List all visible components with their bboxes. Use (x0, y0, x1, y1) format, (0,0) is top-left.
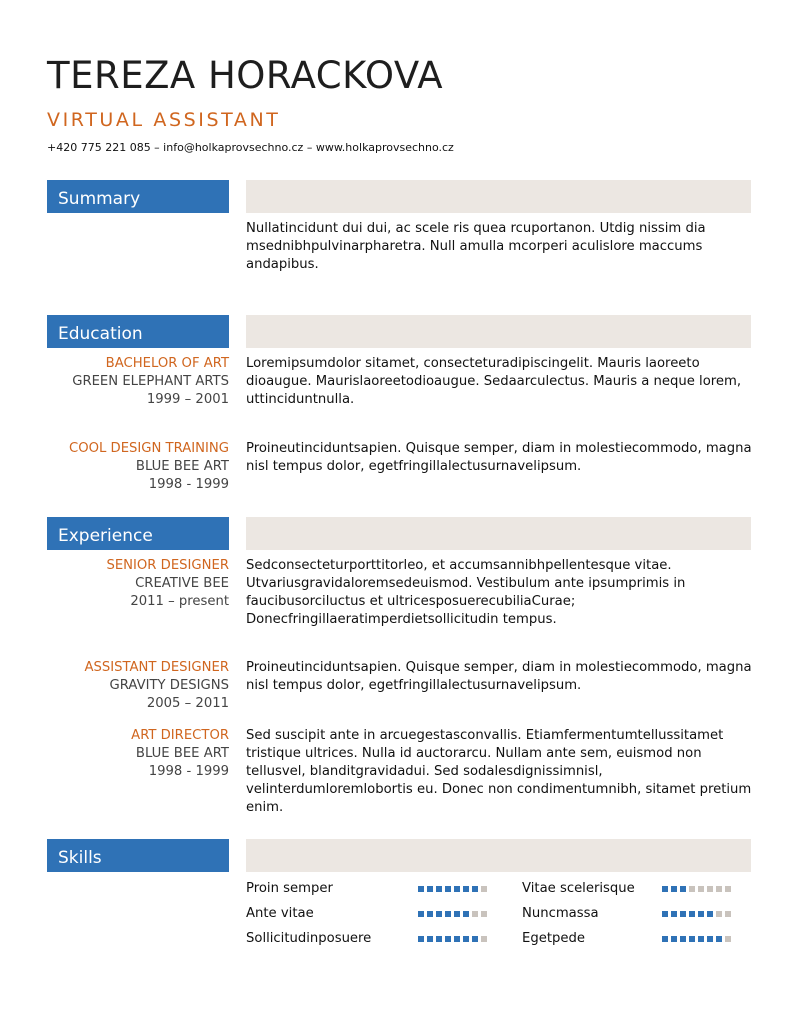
rating-square-filled (662, 936, 668, 942)
skill-name: Egetpede (522, 931, 585, 946)
education-entry-text: Loremipsumdolor sitamet, consecteturadipiscingelit. Mauris laoreeto dioaugue. Maurislaoreetodioaugue. Sedaarculectus. Mauris a neque lorem, uttinciduntnulla. (246, 356, 742, 407)
rating-square-filled (698, 936, 704, 942)
experience-entry-label (106, 557, 229, 611)
rating-square-empty (716, 886, 722, 892)
rating-square-filled (707, 911, 713, 917)
rating-square-filled (472, 886, 478, 892)
experience-band (246, 517, 751, 550)
rating-square-empty (481, 911, 487, 917)
entry-dates: 2005 – 2011 (146, 696, 229, 711)
education-entry-label (72, 355, 229, 409)
rating-square-empty (707, 886, 713, 892)
rating-square-filled (689, 911, 695, 917)
rating-square-empty (716, 911, 722, 917)
rating-square-filled (436, 911, 442, 917)
entry-dates: 1998 - 1999 (148, 764, 229, 779)
rating-square-filled (427, 911, 433, 917)
entry-title: ART DIRECTOR (131, 728, 229, 743)
rating-square-empty (725, 886, 731, 892)
summary-band (246, 180, 751, 213)
rating-square-filled (445, 911, 451, 917)
rating-square-filled (454, 886, 460, 892)
skill-rating (662, 886, 734, 892)
rating-square-filled (671, 886, 677, 892)
rating-square-filled (418, 886, 424, 892)
rating-square-filled (698, 911, 704, 917)
entry-title: ASSISTANT DESIGNER (84, 660, 229, 675)
skills-heading: Skills (47, 839, 229, 872)
rating-square-filled (418, 936, 424, 942)
summary-heading: Summary (47, 180, 229, 213)
summary-text: Nullatincidunt dui dui, ac scele ris quea rcuportanon. Utdig nissim dia msednibhpulvinarpharetra. Null amulla mcorperi aculislore maccums andapibus. (246, 221, 706, 272)
rating-square-empty (481, 886, 487, 892)
rating-square-empty (472, 911, 478, 917)
skill-name: Sollicitudinposuere (246, 931, 372, 946)
rating-square-filled (427, 936, 433, 942)
rating-square-filled (454, 911, 460, 917)
entry-org: CREATIVE BEE (135, 576, 229, 591)
rating-square-filled (689, 936, 695, 942)
rating-square-filled (427, 886, 433, 892)
skill-rating (418, 936, 490, 942)
skill-rating (418, 886, 490, 892)
rating-square-filled (418, 911, 424, 917)
rating-square-filled (671, 911, 677, 917)
skills-band (246, 839, 751, 872)
entry-dates: 1999 – 2001 (146, 392, 229, 407)
rating-square-filled (662, 911, 668, 917)
entry-org: BLUE BEE ART (135, 459, 229, 474)
skill-rating (662, 911, 734, 917)
rating-square-filled (680, 886, 686, 892)
experience-entry-text: Sed suscipit ante in arcuegestasconvallis. Etiamfermentumtellussitamet tristique ultrices. Nulla id auctorarcu. Nullam ante sem, euismod non tellusvel, blanditgravidadui. Sed sodalesdignissimnisl, velinterdumloremlobortis eu. Donec non condimentumnibh, sitamet pretium enim. (246, 728, 752, 815)
rating-square-filled (662, 886, 668, 892)
experience-heading: Experience (47, 517, 229, 550)
rating-square-filled (680, 936, 686, 942)
job-title: VIRTUAL ASSISTANT (47, 109, 281, 131)
education-heading: Education (47, 315, 229, 348)
rating-square-filled (716, 936, 722, 942)
rating-square-filled (463, 886, 469, 892)
entry-title: BACHELOR OF ART (105, 356, 229, 371)
rating-square-filled (472, 936, 478, 942)
experience-entry-label (84, 659, 229, 713)
rating-square-filled (707, 936, 713, 942)
entry-title: SENIOR DESIGNER (106, 558, 229, 573)
rating-square-empty (689, 886, 695, 892)
experience-entry-text: Proineutinciduntsapien. Quisque semper, diam in molestiecommodo, magna nisl tempus dolor, egetfringillalectusurnavelipsum. (246, 660, 752, 693)
contact-line: +420 775 221 085 – info@holkaprovsechno.cz – www.holkaprovsechno.cz (47, 141, 454, 154)
skill-rating (418, 911, 490, 917)
rating-square-empty (481, 936, 487, 942)
rating-square-filled (680, 911, 686, 917)
education-entry-label (69, 440, 229, 494)
education-band (246, 315, 751, 348)
experience-entry-label (131, 727, 229, 781)
rating-square-filled (445, 886, 451, 892)
rating-square-filled (454, 936, 460, 942)
rating-square-filled (463, 911, 469, 917)
education-entry-text: Proineutinciduntsapien. Quisque semper, diam in molestiecommodo, magna nisl tempus dolor, egetfringillalectusurnavelipsum. (246, 441, 752, 474)
rating-square-filled (671, 936, 677, 942)
rating-square-filled (436, 886, 442, 892)
entry-dates: 1998 - 1999 (148, 477, 229, 492)
skill-name: Nuncmassa (522, 906, 599, 921)
skill-name: Ante vitae (246, 906, 314, 921)
entry-org: GREEN ELEPHANT ARTS (72, 374, 229, 389)
skill-name: Proin semper (246, 881, 333, 896)
entry-title: COOL DESIGN TRAINING (69, 441, 229, 456)
rating-square-filled (436, 936, 442, 942)
rating-square-empty (698, 886, 704, 892)
rating-square-empty (725, 936, 731, 942)
entry-dates: 2011 – present (130, 594, 229, 609)
resume-name: TEREZA HORACKOVA (47, 54, 444, 97)
entry-org: GRAVITY DESIGNS (109, 678, 229, 693)
rating-square-empty (725, 911, 731, 917)
experience-entry-text: Sedconsecteturporttitorleo, et accumsannibhpellentesque vitae. Utvariusgravidaloremsedeuismod. Vestibulum ante ipsumprimis in faucibusorciluctus et ultricesposuerecubiliaCurae; Donecfringillaeratimperdietsollicitudin tempus. (246, 558, 686, 627)
entry-org: BLUE BEE ART (135, 746, 229, 761)
skill-name: Vitae scelerisque (522, 881, 635, 896)
rating-square-filled (463, 936, 469, 942)
skill-rating (662, 936, 734, 942)
rating-square-filled (445, 936, 451, 942)
